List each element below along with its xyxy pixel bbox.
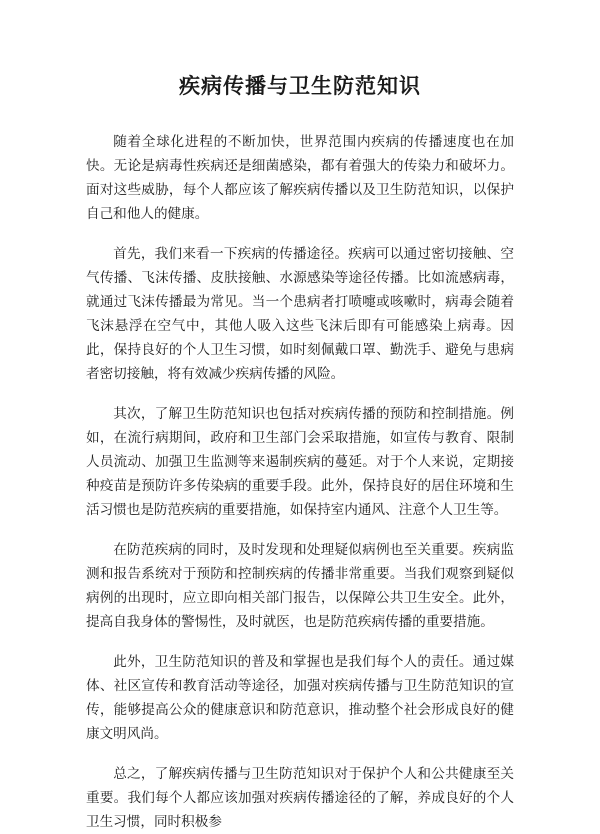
paragraph-case-reporting: 在防范疾病的同时，及时发现和处理疑似病例也至关重要。疾病监测和报告系统对于预防和控制疾病的传播非常重要。当我们观察到疑似病例的出现时，应立即向相关部门报告，以保障公共卫生安全。此外，提高自我身体的警惕性，及时就医，也是防范疾病传播的重要措施。 bbox=[86, 542, 514, 630]
paragraph-conclusion: 总之，了解疾病传播与卫生防范知识对于保护个人和公共健康至关重要。我们每个人都应该加强对疾病传播途径的了解，养成良好的个人卫生习惯，同时积极参 bbox=[86, 766, 514, 830]
paragraph-public-education: 此外，卫生防范知识的普及和掌握也是我们每个人的责任。通过媒体、社区宣传和教育活动等途径，加强对疾病传播与卫生防范知识的宣传，能够提高公众的健康意识和防范意识，推动整个社会形成良好的健康文明风尚。 bbox=[86, 654, 514, 742]
document-title: 疾病传播与卫生防范知识 bbox=[179, 74, 421, 98]
paragraph-prevention-measures: 其次，了解卫生防范知识也包括对疾病传播的预防和控制措施。例如，在流行病期间，政府和卫生部门会采取措施，如宣传与教育、限制人员流动、加强卫生监测等来遏制疾病的蔓延。对于个人来说，定期接种疫苗是预防许多传染病的重要手段。此外，保持良好的居住环境和生活习惯也是防范疾病的重要措施，如保持室内通风、注意个人卫生等。 bbox=[86, 406, 514, 518]
paragraph-intro: 随着全球化进程的不断加快，世界范围内疾病的传播速度也在加快。无论是病毒性疾病还是细菌感染，都有着强大的传染力和破坏力。面对这些威胁，每个人都应该了解疾病传播以及卫生防范知识，以保护自己和他人的健康。 bbox=[86, 134, 514, 222]
paragraph-transmission-routes: 首先，我们来看一下疾病的传播途径。疾病可以通过密切接触、空气传播、飞沫传播、皮肤接触、水源感染等途径传播。比如流感病毒，就通过飞沫传播最为常见。当一个患病者打喷嚏或咳嗽时，病毒会随着飞沫悬浮在空气中，其他人吸入这些飞沫后即有可能感染上病毒。因此，保持良好的个人卫生习惯，如时刻佩戴口罩、勤洗手、避免与患病者密切接触，将有效减少疾病传播的风险。 bbox=[86, 246, 514, 382]
